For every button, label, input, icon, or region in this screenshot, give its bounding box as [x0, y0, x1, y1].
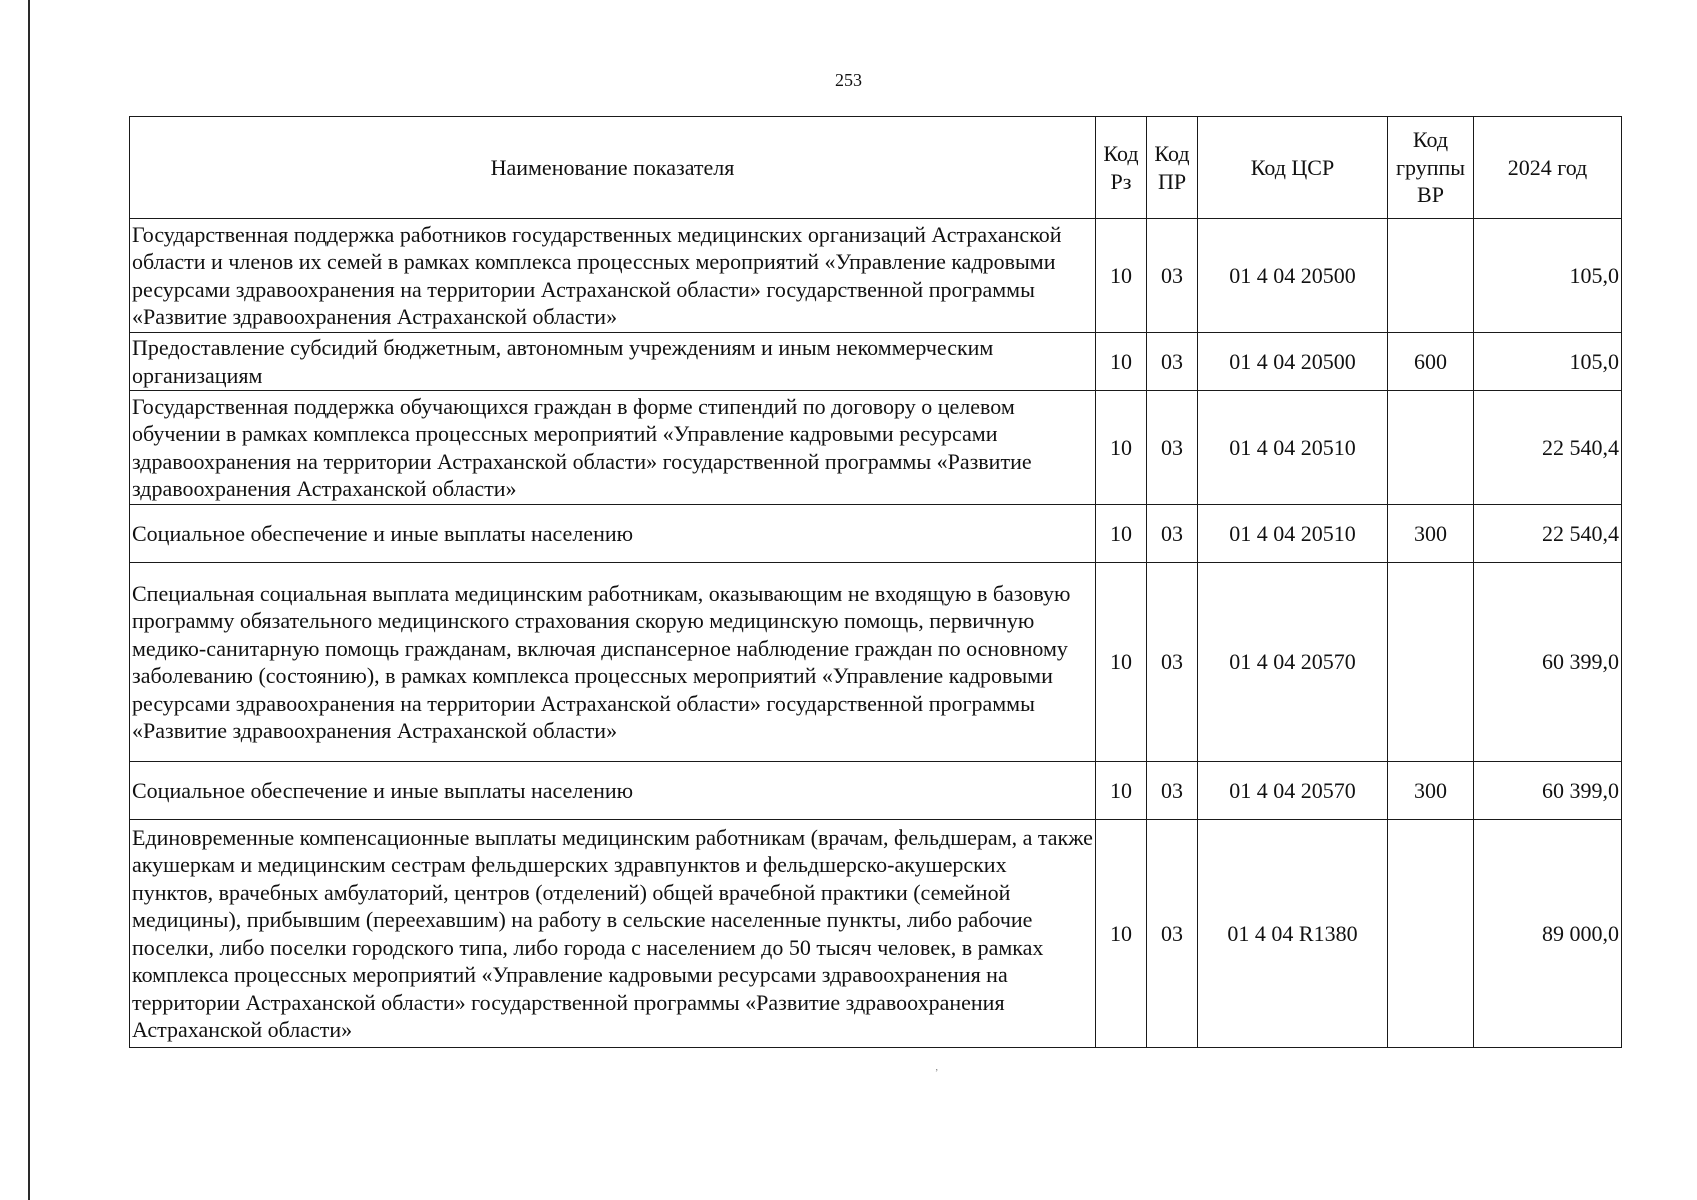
row-pr: 03 [1147, 762, 1198, 820]
row-pr: 03 [1147, 333, 1198, 391]
table-row [130, 505, 1622, 563]
table-row [130, 820, 1622, 1048]
row-csr: 01 4 04 20500 [1198, 219, 1388, 333]
row-vr [1388, 820, 1474, 1048]
table-row [130, 391, 1622, 505]
row-pr: 03 [1147, 391, 1198, 505]
row-amount: 60 399,0 [1474, 762, 1622, 820]
row-rz: 10 [1096, 219, 1147, 333]
header-vr: Код группы ВР [1388, 117, 1474, 219]
row-name: Государственная поддержка обучающихся граждан в форме стипендий по договору о целевом обучении в рамках комплекса процессных мероприятий «Управление кадровыми ресурсами здравоохранения на территории Астраханской области» государственной программы «Развитие здравоохранения Астраханской области» [130, 391, 1096, 505]
row-csr: 01 4 04 R1380 [1198, 820, 1388, 1048]
row-rz: 10 [1096, 820, 1147, 1048]
row-csr: 01 4 04 20510 [1198, 391, 1388, 505]
row-csr: 01 4 04 20570 [1198, 762, 1388, 820]
row-amount: 22 540,4 [1474, 505, 1622, 563]
row-name: Специальная социальная выплата медицинским работникам, оказывающим не входящую в базовую программу обязательного медицинского страхования скорую медицинскую помощь, первичную медико-санитарную помощь гражданам, включая диспансерное наблюдение граждан по основному заболеванию (состоянию), в рамках комплекса процессных мероприятий «Управление кадровыми ресурсами здравоохранения на территории Астраханской области» государственной программы «Развитие здравоохранения Астраханской области» [130, 563, 1096, 762]
row-rz: 10 [1096, 391, 1147, 505]
table-row [130, 563, 1622, 762]
row-csr: 01 4 04 20500 [1198, 333, 1388, 391]
page-number: 253 [835, 70, 862, 90]
header-year: 2024 год [1474, 117, 1622, 219]
row-vr: 600 [1388, 333, 1474, 391]
row-name: Социальное обеспечение и иные выплаты населению [130, 762, 1096, 820]
table-row [130, 219, 1622, 333]
row-name: Социальное обеспечение и иные выплаты населению [130, 505, 1096, 563]
row-vr [1388, 391, 1474, 505]
row-pr: 03 [1147, 219, 1198, 333]
row-pr: 03 [1147, 563, 1198, 762]
row-pr: 03 [1147, 505, 1198, 563]
table-header-row [130, 117, 1622, 219]
row-vr: 300 [1388, 505, 1474, 563]
header-csr: Код ЦСР [1198, 117, 1388, 219]
row-rz: 10 [1096, 563, 1147, 762]
budget-table [129, 116, 1622, 1048]
row-amount: 60 399,0 [1474, 563, 1622, 762]
row-amount: 22 540,4 [1474, 391, 1622, 505]
row-rz: 10 [1096, 505, 1147, 563]
row-csr: 01 4 04 20510 [1198, 505, 1388, 563]
row-vr: 300 [1388, 762, 1474, 820]
row-rz: 10 [1096, 333, 1147, 391]
row-amount: 89 000,0 [1474, 820, 1622, 1048]
row-amount: 105,0 [1474, 333, 1622, 391]
row-vr [1388, 219, 1474, 333]
header-pr: Код ПР [1147, 117, 1198, 219]
row-name: Предоставление субсидий бюджетным, автономным учреждениям и иным некоммерческим организациям [130, 333, 1096, 391]
header-name: Наименование показателя [130, 117, 1096, 219]
row-rz: 10 [1096, 762, 1147, 820]
row-amount: 105,0 [1474, 219, 1622, 333]
scan-edge-line [28, 0, 30, 1200]
row-csr: 01 4 04 20570 [1198, 563, 1388, 762]
row-vr [1388, 563, 1474, 762]
table-row [130, 333, 1622, 391]
row-pr: 03 [1147, 820, 1198, 1048]
header-rz: Код Рз [1096, 117, 1147, 219]
scan-speck: ’ [935, 1068, 939, 1079]
table-row [130, 762, 1622, 820]
row-name: Государственная поддержка работников государственных медицинских организаций Астраханской области и членов их семей в рамках комплекса процессных мероприятий «Управление кадровыми ресурсами здравоохранения на территории Астраханской области» государственной программы «Развитие здравоохранения Астраханской области» [130, 219, 1096, 333]
row-name: Единовременные компенсационные выплаты медицинским работникам (врачам, фельдшерам, а также акушеркам и медицинским сестрам фельдшерских здравпунктов и фельдшерско-акушерских пунктов, врачебных амбулаторий, центров (отделений) общей врачебной практики (семейной медицины), прибывшим (переехавшим) на работу в сельские населенные пункты, либо рабочие поселки, либо поселки городского типа, либо города с населением до 50 тысяч человек, в рамках комплекса процессных мероприятий «Управление кадровыми ресурсами здравоохранения на территории Астраханской области» государственной программы «Развитие здравоохранения Астраханской области» [130, 820, 1096, 1048]
